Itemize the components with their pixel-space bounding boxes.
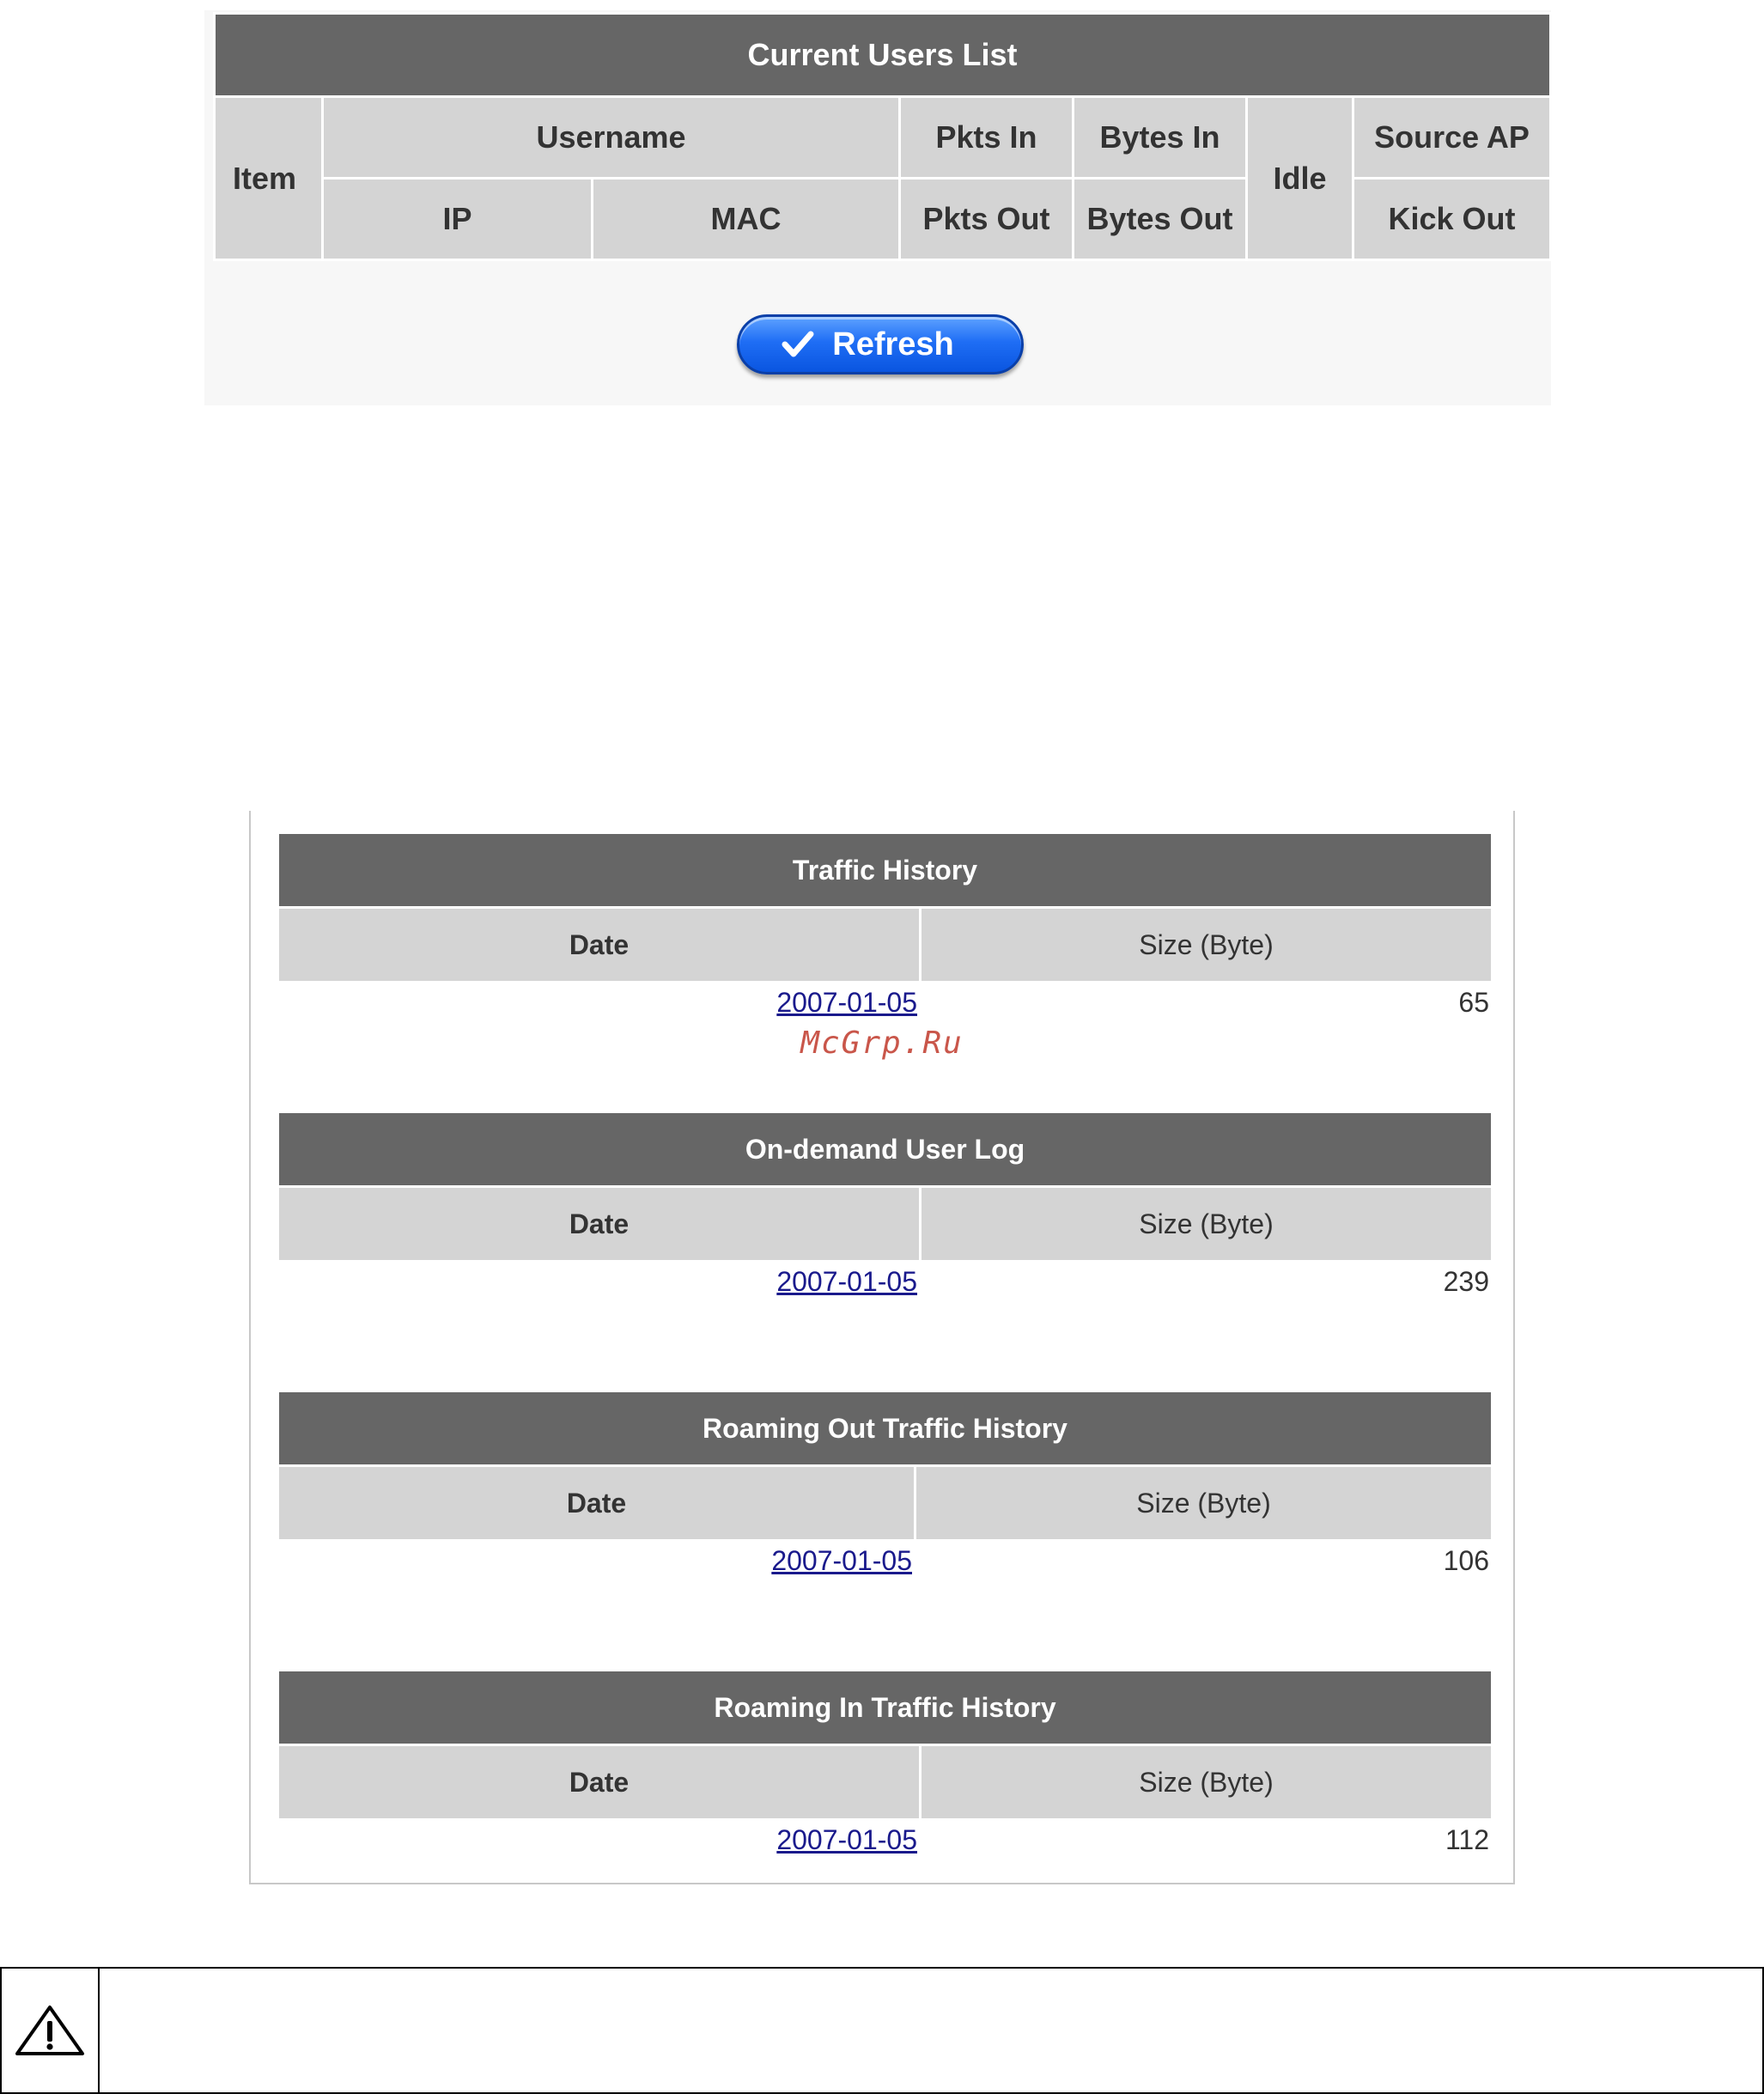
caution-text-cell xyxy=(100,1969,1762,2092)
size-cell: 239 xyxy=(921,1262,1493,1302)
on-demand-user-log-title: On-demand User Log xyxy=(278,1112,1493,1187)
col-header-size: Size (Byte) xyxy=(921,908,1493,983)
roaming-out-traffic-history-title: Roaming Out Traffic History xyxy=(278,1391,1493,1466)
col-header-bytes-in: Bytes In xyxy=(1074,97,1247,179)
col-header-size: Size (Byte) xyxy=(915,1466,1493,1541)
traffic-history-title: Traffic History xyxy=(278,833,1493,908)
date-cell xyxy=(278,983,921,1023)
col-header-username: Username xyxy=(323,97,900,179)
caution-icon-cell xyxy=(2,1969,100,2092)
col-header-bytes-out: Bytes Out xyxy=(1074,179,1247,260)
table-row xyxy=(278,983,1493,1023)
table-row xyxy=(278,1541,1493,1581)
current-users-title: Current Users List xyxy=(215,14,1551,97)
watermark: McGrp.Ru xyxy=(800,1026,964,1061)
date-link[interactable]: 2007-01-05 xyxy=(771,1544,912,1576)
size-cell: 112 xyxy=(921,1820,1493,1860)
size-cell: 65 xyxy=(921,983,1493,1023)
check-icon xyxy=(781,327,815,362)
col-header-date: Date xyxy=(278,908,921,983)
col-header-kick-out: Kick Out xyxy=(1353,179,1551,260)
date-cell xyxy=(278,1820,921,1860)
date-link[interactable]: 2007-01-05 xyxy=(776,1823,917,1855)
col-header-size: Size (Byte) xyxy=(921,1187,1493,1262)
roaming-in-traffic-history-title: Roaming In Traffic History xyxy=(278,1671,1493,1745)
col-header-item: Item xyxy=(215,97,323,260)
col-header-pkts-in: Pkts In xyxy=(900,97,1074,179)
col-header-date: Date xyxy=(278,1466,915,1541)
date-cell xyxy=(278,1262,921,1302)
date-link[interactable]: 2007-01-05 xyxy=(776,1265,917,1297)
col-header-ip: IP xyxy=(323,179,593,260)
caution-box xyxy=(0,1967,1764,2094)
history-panel xyxy=(249,811,1515,1884)
date-cell xyxy=(278,1541,915,1581)
refresh-button-label: Refresh xyxy=(832,326,954,362)
col-header-size: Size (Byte) xyxy=(921,1745,1493,1820)
col-header-source-ap: Source AP xyxy=(1353,97,1551,179)
size-cell: 106 xyxy=(915,1541,1493,1581)
table-row xyxy=(278,1262,1493,1302)
roaming-in-traffic-history-table xyxy=(277,1669,1493,1861)
current-users-table xyxy=(213,12,1552,261)
col-header-mac: MAC xyxy=(593,179,900,260)
on-demand-user-log-table xyxy=(277,1111,1493,1303)
col-header-idle: Idle xyxy=(1247,97,1353,260)
roaming-out-traffic-history-table xyxy=(277,1390,1493,1582)
current-users-panel xyxy=(204,10,1551,405)
warning-triangle-icon xyxy=(14,2004,86,2057)
traffic-history-table xyxy=(277,831,1493,1024)
col-header-date: Date xyxy=(278,1187,921,1262)
col-header-date: Date xyxy=(278,1745,921,1820)
date-link[interactable]: 2007-01-05 xyxy=(776,986,917,1018)
col-header-pkts-out: Pkts Out xyxy=(900,179,1074,260)
table-row xyxy=(278,1820,1493,1860)
refresh-button[interactable] xyxy=(737,314,1024,374)
